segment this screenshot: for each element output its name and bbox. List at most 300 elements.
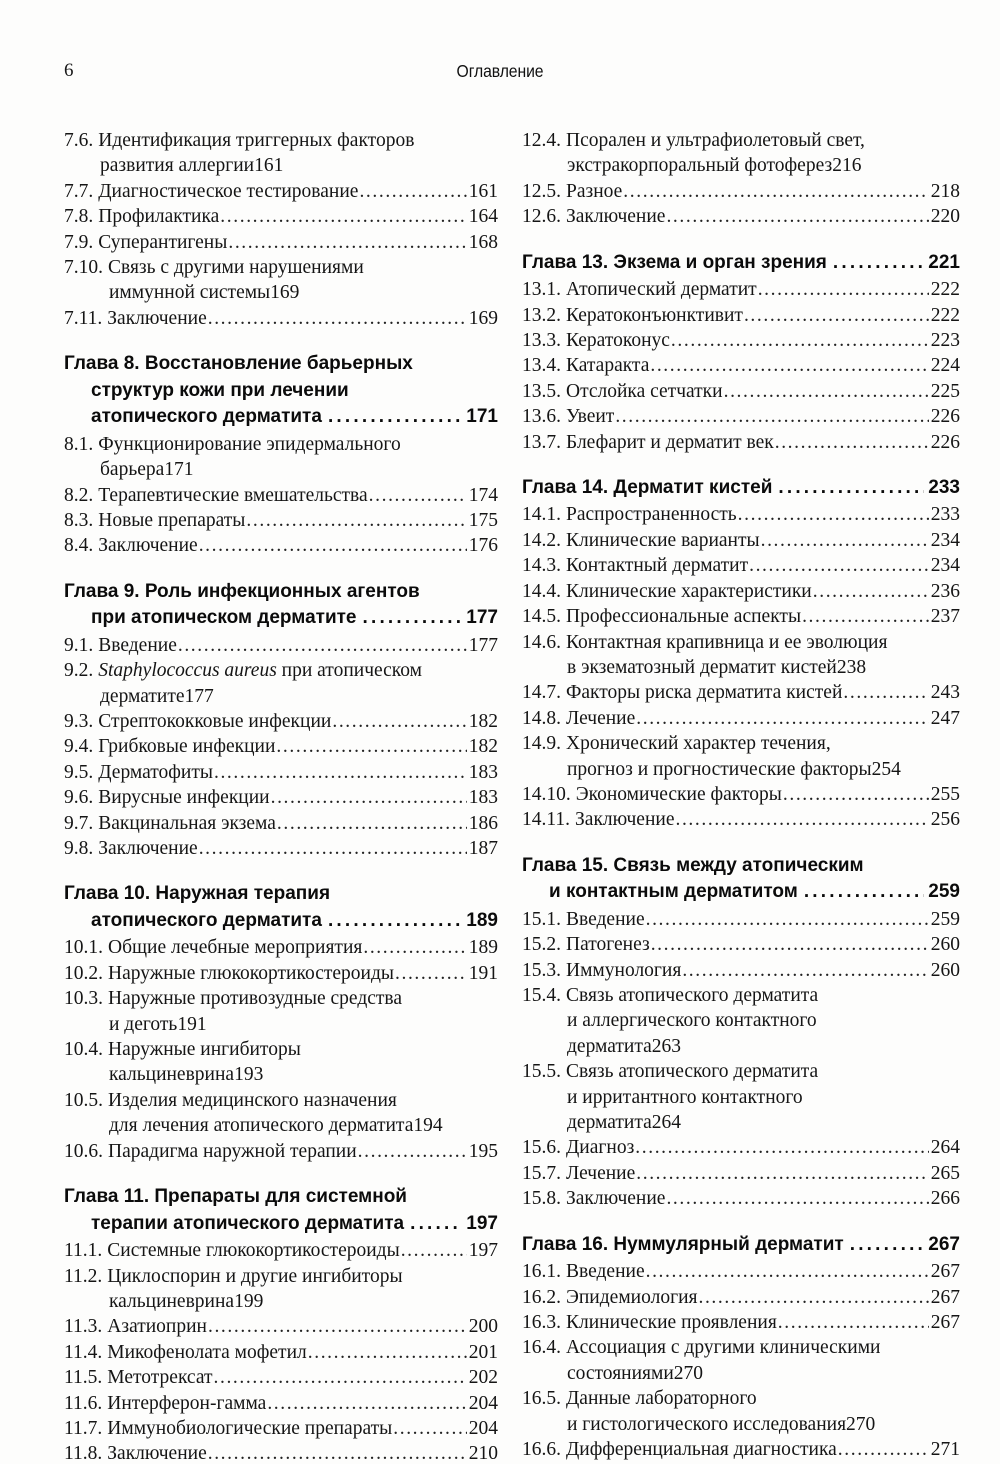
toc-entry[interactable]	[522, 1386, 960, 1411]
toc-entry-body	[567, 1034, 681, 1059]
toc-entry-label: для лечения атопического дерматита	[109, 1115, 414, 1137]
toc-entry[interactable]	[522, 1135, 960, 1160]
toc-entry-number: 15.1.	[522, 908, 561, 930]
toc-entry[interactable]	[64, 709, 498, 734]
toc-entry-page: 226	[930, 406, 960, 428]
toc-entry-body	[98, 785, 498, 810]
toc-entry-body	[566, 1186, 960, 1211]
toc-entry[interactable]	[64, 1264, 498, 1289]
dot-leader	[308, 1340, 467, 1365]
toc-entry[interactable]	[64, 1441, 498, 1464]
toc-entry-label: Клинические проявления	[566, 1311, 777, 1333]
toc-entry-body	[566, 680, 960, 705]
toc-entry-body	[98, 230, 498, 255]
dot-leader	[698, 1285, 928, 1310]
toc-entry-body	[567, 757, 901, 782]
toc-entry-page: 199	[234, 1290, 264, 1312]
toc-entry-number: 10.2.	[64, 962, 103, 984]
toc-chapter-title: Глава 8. Восстановление барьерных	[64, 353, 413, 375]
toc-entry[interactable]	[522, 528, 960, 553]
toc-entry-continuation[interactable]	[64, 1113, 498, 1138]
toc-entry-body	[98, 658, 498, 683]
toc-entry-number: 15.2.	[522, 934, 561, 956]
toc-entry-label: Циклоспорин и другие ингибиторы	[107, 1265, 403, 1287]
toc-entry-body	[109, 280, 299, 305]
toc-entry[interactable]	[522, 706, 960, 731]
toc-entry-number: 15.3.	[522, 959, 561, 981]
toc-chapter-title: атопического дерматита	[91, 909, 322, 931]
toc-entry-label: Иммунобиологические препараты	[107, 1417, 393, 1439]
toc-entry-number: 7.7.	[64, 180, 94, 202]
toc-entry-number: 14.4.	[522, 580, 561, 602]
dot-leader	[214, 1365, 467, 1390]
toc-entry-continuation[interactable]	[522, 1110, 960, 1135]
toc-entry-body	[98, 483, 498, 508]
toc-entry[interactable]	[64, 785, 498, 810]
toc-entry-body	[566, 983, 960, 1008]
toc-entry-number: 11.6.	[64, 1392, 103, 1414]
toc-chapter-line	[64, 1184, 498, 1211]
toc-entry[interactable]	[522, 430, 960, 455]
dot-leader	[208, 1441, 467, 1464]
toc-entry-continuation[interactable]	[522, 655, 960, 680]
toc-entry-label: Заключение	[98, 535, 198, 557]
dot-leader	[267, 1391, 466, 1416]
toc-entry-continuation[interactable]	[64, 280, 498, 305]
toc-entry[interactable]	[64, 760, 498, 785]
toc-entry[interactable]	[64, 961, 498, 986]
toc-entry-label: Системные глюкокортикостероиды	[107, 1240, 400, 1262]
toc-chapter-heading[interactable]	[64, 1184, 498, 1237]
toc-entry-body	[98, 709, 498, 734]
toc-entry-body	[566, 303, 960, 328]
toc-entry-label: Азатиоприн	[107, 1316, 207, 1338]
toc-chapter-title: Глава 11. Препараты для системной	[64, 1186, 407, 1208]
dot-leader	[813, 579, 929, 604]
toc-entry[interactable]	[522, 277, 960, 302]
toc-entry-body	[566, 502, 960, 527]
toc-entry-body	[108, 1037, 498, 1062]
toc-entry[interactable]	[64, 1391, 498, 1416]
toc-chapter-line	[64, 404, 498, 431]
toc-entry[interactable]	[522, 1161, 960, 1186]
toc-entry[interactable]	[522, 782, 960, 807]
toc-chapter-title: при атопическом дерматите	[91, 607, 357, 629]
toc-entry-body	[567, 655, 866, 680]
toc-entry[interactable]	[64, 508, 498, 533]
toc-chapter-line	[522, 475, 960, 502]
toc-entry-number: 16.6.	[522, 1438, 561, 1460]
toc-entry-body	[566, 958, 960, 983]
toc-entry-body	[566, 353, 960, 378]
toc-chapter-page: 189	[466, 909, 498, 931]
toc-entry[interactable]	[64, 1416, 498, 1441]
toc-entry[interactable]	[522, 1437, 960, 1462]
toc-entry-number: 13.1.	[522, 279, 561, 301]
toc-chapter-line	[64, 1211, 498, 1238]
toc-chapter-line	[64, 579, 498, 606]
toc-entry-number: 9.2.	[64, 660, 94, 682]
toc-entry-label: Ассоциация с другими клиническими	[566, 1337, 881, 1359]
toc-entry-label: Контактный дерматит	[566, 555, 749, 577]
toc-entry-number: 15.5.	[522, 1061, 561, 1083]
toc-entry-page: 161	[254, 155, 284, 177]
dot-leader	[363, 935, 466, 960]
toc-entry[interactable]	[522, 907, 960, 932]
toc-chapter-line	[64, 908, 498, 935]
toc-entry[interactable]	[64, 1314, 498, 1339]
dot-leader	[651, 932, 929, 957]
toc-entry[interactable]	[522, 680, 960, 705]
toc-entry[interactable]	[522, 1335, 960, 1360]
toc-entry[interactable]	[64, 483, 498, 508]
toc-entry-body	[109, 1062, 263, 1087]
toc-entry-label: Эпидемиология	[566, 1286, 698, 1308]
toc-entry[interactable]	[64, 658, 498, 683]
toc-chapter-page: 177	[466, 607, 498, 629]
toc-entry-body	[98, 811, 498, 836]
toc-entry-number: 11.1.	[64, 1240, 103, 1262]
toc-entry-number: 14.3.	[522, 555, 561, 577]
toc-entry-body	[107, 1238, 498, 1263]
dot-leader	[208, 1314, 467, 1339]
toc-entry-body	[566, 328, 960, 353]
toc-entry-page: 191	[177, 1013, 207, 1035]
toc-entry-number: 14.5.	[522, 606, 561, 628]
dot-leader	[749, 553, 929, 578]
toc-entry-number: 8.4.	[64, 535, 94, 557]
dot-leader	[228, 230, 466, 255]
toc-entry[interactable]	[64, 811, 498, 836]
toc-entry-number: 9.3.	[64, 711, 94, 732]
toc-entry-label: Вакцинальная экзема	[98, 812, 276, 834]
toc-entry-number: 8.2.	[64, 484, 94, 506]
toc-entry-continuation[interactable]	[64, 153, 498, 178]
toc-entry-label: Дифференциальная диагностика	[566, 1438, 837, 1460]
toc-entry-number: 11.3.	[64, 1316, 103, 1338]
toc-entry-body	[107, 1365, 498, 1390]
toc-entry-number: 10.6.	[64, 1140, 103, 1162]
toc-chapter-title: терапии атопического дерматита	[91, 1212, 405, 1234]
toc-entry-page: 263	[651, 1035, 682, 1057]
toc-entry[interactable]	[64, 255, 498, 280]
toc-entry-label: Патогенез	[566, 934, 650, 956]
dot-leader	[246, 508, 466, 533]
dot-leader	[666, 204, 928, 229]
toc-chapter-line	[522, 1232, 960, 1259]
toc-entry-page: 222	[930, 304, 960, 326]
dot-leader	[328, 908, 462, 935]
toc-entry-continuation[interactable]	[64, 1289, 498, 1314]
toc-entry-label: Увеит	[566, 406, 615, 428]
toc-entry-label: Дерматофиты	[98, 761, 213, 783]
toc-entry[interactable]	[522, 932, 960, 957]
toc-entry-body	[108, 255, 498, 280]
toc-entry[interactable]	[522, 958, 960, 983]
toc-entry-label: развития аллергии	[100, 155, 255, 177]
toc-entry-number: 13.7.	[522, 431, 561, 453]
toc-entry-page: 264	[651, 1112, 682, 1133]
toc-entry-body	[566, 932, 960, 957]
toc-entry-number: 9.1.	[64, 634, 94, 656]
toc-entry-page: 223	[930, 329, 960, 351]
toc-entry-body	[566, 1285, 960, 1310]
toc-entry-body	[107, 1264, 498, 1289]
dot-leader	[666, 1186, 928, 1211]
toc-entry[interactable]	[522, 983, 960, 1008]
toc-entry-page: 193	[234, 1064, 264, 1086]
toc-entry-page: 225	[930, 380, 960, 402]
toc-entry-body	[107, 1314, 498, 1339]
toc-entry-number: 10.5.	[64, 1089, 103, 1111]
toc-entry-label: Грибковые инфекции	[98, 736, 276, 758]
toc-entry[interactable]	[64, 1037, 498, 1062]
toc-entry-continuation[interactable]	[64, 457, 498, 482]
toc-entry[interactable]	[64, 432, 498, 457]
dot-leader	[271, 785, 467, 810]
dot-leader	[615, 404, 928, 429]
dot-leader	[646, 1259, 929, 1284]
toc-entry-body	[576, 782, 960, 807]
toc-entry-number: 13.2.	[522, 304, 561, 326]
toc-entry-page: 183	[468, 761, 498, 783]
toc-chapter-heading[interactable]	[64, 579, 498, 632]
toc-entry-page: 201	[468, 1341, 498, 1363]
dot-leader	[838, 1437, 929, 1462]
toc-entry[interactable]	[64, 633, 498, 658]
toc-entry-page: 234	[930, 555, 960, 577]
toc-entry-body	[566, 1386, 960, 1411]
toc-entry-number: 13.6.	[522, 406, 561, 428]
toc-entry[interactable]	[522, 1059, 960, 1084]
toc-entry-label: Введение	[566, 908, 645, 930]
dot-leader	[850, 1232, 925, 1259]
toc-entry[interactable]	[64, 1238, 498, 1263]
toc-entry-label: Атопический дерматит	[566, 279, 757, 301]
toc-entry-continuation[interactable]	[522, 1034, 960, 1059]
toc-entry-body	[107, 1391, 498, 1416]
toc-entry-number: 15.4.	[522, 984, 561, 1006]
toc-entry[interactable]	[522, 179, 960, 204]
toc-entry-number: 7.10.	[64, 257, 103, 279]
toc-entry[interactable]	[522, 579, 960, 604]
toc-entry-number: 15.6.	[522, 1137, 561, 1159]
toc-entry-body	[566, 179, 960, 204]
toc-entry[interactable]	[64, 836, 498, 861]
toc-entry-body	[567, 1412, 875, 1437]
toc-entry-label: Диагностическое тестирование	[98, 180, 359, 202]
toc-entry[interactable]	[522, 1310, 960, 1335]
toc-entry-body	[109, 1012, 207, 1037]
toc-entry-page: 216	[832, 155, 862, 177]
toc-entry[interactable]	[64, 204, 498, 229]
toc-entry-label: Терапевтические вмешательства	[98, 484, 368, 506]
toc-entry[interactable]	[64, 734, 498, 759]
toc-entry-body	[567, 1008, 817, 1033]
toc-entry-continuation[interactable]	[522, 1008, 960, 1033]
toc-entry[interactable]	[64, 179, 498, 204]
toc-entry-body	[566, 706, 960, 731]
dot-leader	[220, 204, 466, 229]
toc-entry[interactable]	[522, 128, 960, 153]
toc-entry[interactable]	[522, 1285, 960, 1310]
toc-entry[interactable]	[522, 1186, 960, 1211]
toc-entry-page: 161	[468, 180, 498, 202]
toc-chapter-title: Глава 13. Экзема и орган зрения	[522, 251, 827, 273]
toc-chapter-heading[interactable]	[522, 853, 960, 906]
dot-leader	[199, 533, 467, 558]
toc-entry-page: 256	[930, 809, 960, 831]
page-folio: 6	[64, 60, 74, 81]
toc-entry-label: Введение	[566, 1261, 645, 1283]
toc-entry-page: 234	[930, 529, 960, 551]
toc-entry-number: 8.1.	[64, 433, 94, 455]
toc-entry-continuation[interactable]	[64, 1012, 498, 1037]
toc-entry-label: кальциневрина	[109, 1064, 235, 1086]
toc-chapter-line	[64, 378, 498, 405]
toc-entry-page: 169	[468, 307, 498, 329]
toc-entry[interactable]	[64, 306, 498, 331]
toc-entry[interactable]	[64, 128, 498, 153]
toc-entry-continuation[interactable]	[64, 684, 498, 709]
toc-entry-label: Заключение	[107, 307, 207, 329]
toc-entry-label: Функционирование эпидермального	[98, 433, 401, 455]
toc-entry-label: Микофенолата мофетил	[107, 1341, 307, 1363]
dot-leader	[646, 907, 929, 932]
toc-entry[interactable]	[64, 1340, 498, 1365]
toc-entry-page: 259	[930, 908, 960, 930]
dot-leader	[332, 709, 466, 734]
toc-entry[interactable]	[522, 1259, 960, 1284]
toc-entry-body	[108, 986, 498, 1011]
toc-entry-number: 11.2.	[64, 1265, 103, 1287]
toc-entry[interactable]	[522, 807, 960, 832]
toc-entry[interactable]	[522, 630, 960, 655]
toc-entry[interactable]	[64, 1139, 498, 1164]
toc-entry-continuation[interactable]	[522, 757, 960, 782]
toc-entry[interactable]	[64, 1365, 498, 1390]
toc-entry-label: прогноз и прогностические факторы	[567, 758, 872, 780]
toc-entry-page: 164	[468, 206, 498, 228]
dot-leader	[833, 250, 924, 277]
toc-entry-body	[566, 1259, 960, 1284]
toc-entry-label: Отслойка сетчатки	[566, 380, 723, 402]
toc-entry[interactable]	[64, 935, 498, 960]
toc-entry-body	[98, 179, 498, 204]
toc-entry-label: Интерферон-гамма	[107, 1392, 267, 1414]
toc-entry-page: 260	[930, 934, 960, 956]
dot-leader	[359, 179, 466, 204]
toc-entry-label: и ирритантного контактного	[567, 1086, 803, 1108]
toc-entry-page: 197	[468, 1240, 498, 1262]
toc-entry-body	[98, 508, 498, 533]
toc-entry-body	[566, 528, 960, 553]
toc-entry-number: 15.8.	[522, 1188, 561, 1210]
dot-leader	[635, 1135, 928, 1160]
toc-chapter-heading[interactable]	[522, 475, 960, 502]
dot-leader	[671, 328, 929, 353]
toc-entry-number: 12.5.	[522, 180, 561, 202]
toc-entry-number: 11.5.	[64, 1367, 103, 1389]
toc-chapter-heading[interactable]	[64, 351, 498, 431]
toc-entry-label: Клинические варианты	[566, 529, 760, 551]
toc-entry[interactable]	[64, 230, 498, 255]
toc-entry-label: Вирусные инфекции	[98, 787, 270, 809]
dot-leader	[276, 734, 466, 759]
toc-entry-body	[107, 306, 498, 331]
toc-chapter-line	[522, 879, 960, 906]
toc-entry-label: Заключение	[566, 206, 666, 228]
toc-chapter-heading[interactable]	[64, 881, 498, 934]
toc-entry[interactable]	[522, 328, 960, 353]
toc-entry-number: 14.9.	[522, 733, 561, 755]
toc-chapter-heading[interactable]	[522, 250, 960, 277]
dot-leader	[623, 179, 928, 204]
toc-entry-body	[567, 1361, 703, 1386]
toc-entry[interactable]	[64, 986, 498, 1011]
toc-entry-body	[100, 153, 283, 178]
toc-entry-continuation[interactable]	[522, 1361, 960, 1386]
toc-entry[interactable]	[522, 353, 960, 378]
toc-entry-continuation[interactable]	[522, 1085, 960, 1110]
dot-leader	[675, 807, 928, 832]
toc-entry[interactable]	[522, 553, 960, 578]
toc-entry[interactable]	[522, 404, 960, 429]
toc-entry[interactable]	[522, 502, 960, 527]
toc-entry[interactable]	[64, 1088, 498, 1113]
dot-leader	[761, 528, 929, 553]
toc-chapter-line	[522, 853, 960, 880]
toc-entry-body	[107, 1416, 498, 1441]
toc-entry-page: 243	[930, 682, 960, 704]
toc-entry-label: и аллергического контактного	[567, 1010, 817, 1032]
toc-entry-label: Профессиональные аспекты	[566, 606, 802, 628]
toc-chapter-page: 171	[466, 406, 498, 428]
toc-entry-label: дерматита	[567, 1035, 652, 1057]
toc-entry-number: 8.3.	[64, 509, 94, 531]
toc-entry[interactable]	[522, 204, 960, 229]
toc-entry[interactable]	[522, 731, 960, 756]
toc-entry-page: 200	[468, 1316, 498, 1338]
dot-leader	[650, 353, 928, 378]
toc-entry[interactable]	[522, 303, 960, 328]
toc-entry-body	[566, 553, 960, 578]
toc-entry-label: Staphylococcus aureus при атопическом	[98, 660, 422, 682]
toc-entry-number: 14.8.	[522, 707, 561, 729]
toc-entry-label: Метотрексат	[107, 1367, 213, 1389]
toc-entry-continuation[interactable]	[64, 1062, 498, 1087]
toc-entry-number: 14.7.	[522, 682, 561, 704]
toc-column-right	[522, 128, 960, 1464]
toc-entry-body	[98, 760, 498, 785]
toc-entry[interactable]	[64, 533, 498, 558]
toc-entry-number: 16.2.	[522, 1286, 561, 1308]
toc-entry-continuation[interactable]	[522, 153, 960, 178]
toc-entry-label: Изделия медицинского назначения	[108, 1089, 397, 1111]
toc-chapter-heading[interactable]	[522, 1232, 960, 1259]
toc-entry-label: Профилактика	[98, 206, 220, 228]
toc-entry-continuation[interactable]	[522, 1412, 960, 1437]
toc-entry[interactable]	[522, 604, 960, 629]
toc-entry-page: 183	[468, 787, 498, 809]
toc-entry-number: 16.3.	[522, 1311, 561, 1333]
toc-entry-body	[567, 1085, 803, 1110]
toc-entry-body	[566, 1437, 960, 1462]
toc-entry-label: Клинические характеристики	[566, 580, 812, 602]
toc-entry-body	[566, 404, 960, 429]
toc-chapter-line	[64, 605, 498, 632]
toc-entry[interactable]	[522, 379, 960, 404]
